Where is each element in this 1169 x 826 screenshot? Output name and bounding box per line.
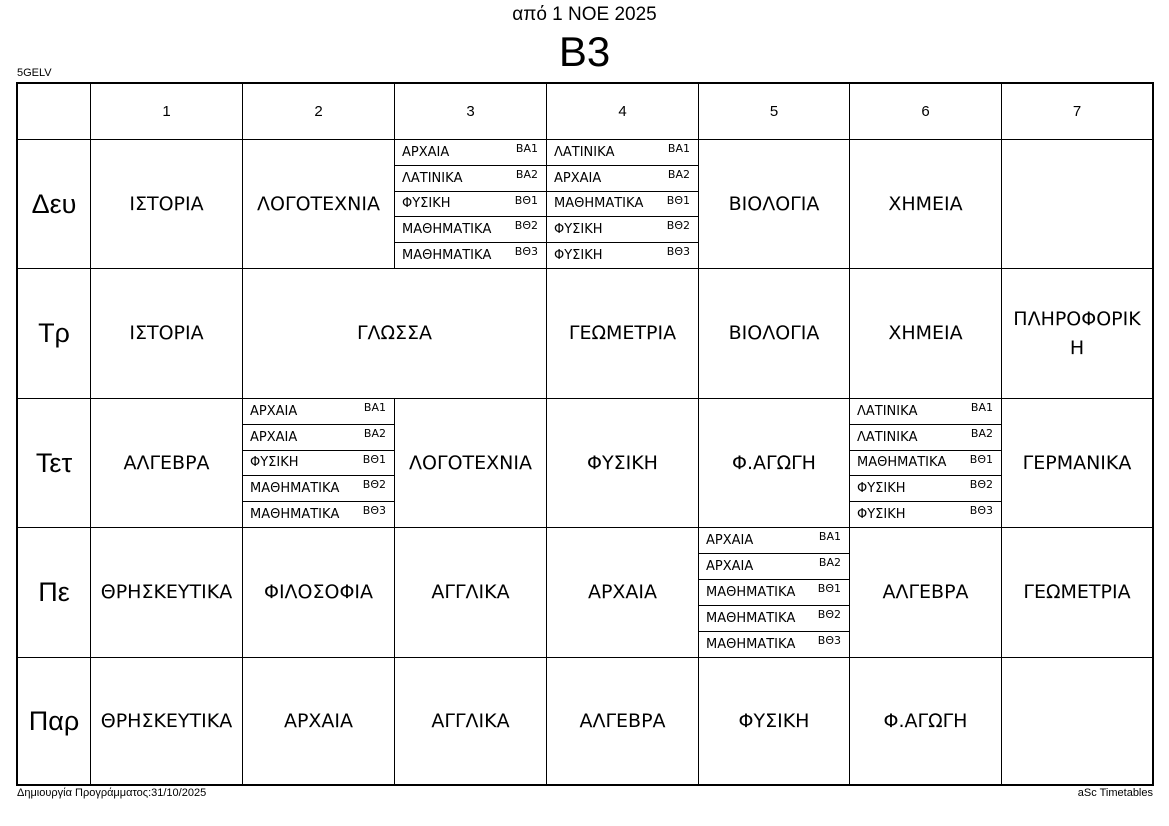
group-subject: ΛΑΤΙΝΙΚΑ (857, 429, 918, 445)
period-header: 1 (91, 84, 243, 140)
group-code: ΒΘ2 (362, 478, 386, 492)
group-lesson (395, 166, 546, 192)
group-lesson (547, 217, 698, 243)
group-lesson (395, 243, 546, 268)
group-code: ΒΘ1 (362, 452, 386, 466)
corner-cell (18, 84, 91, 140)
group-code: ΒΘ1 (969, 452, 993, 466)
group-lesson (243, 451, 394, 477)
timetable-grid (16, 82, 1154, 786)
lesson-cell: ΙΣΤΟΡΙΑ (91, 269, 243, 399)
period-header: 6 (850, 84, 1002, 140)
group-subject: ΑΡΧΑΙΑ (706, 533, 754, 548)
lesson-cell: ΘΡΗΣΚΕΥΤΙΚΑ (91, 658, 243, 784)
group-lesson (850, 476, 1001, 502)
group-lesson (699, 580, 849, 606)
group-code: ΒΑ2 (515, 167, 538, 181)
group-lesson (547, 140, 698, 166)
group-lesson (243, 399, 394, 425)
group-code: ΒΘ3 (666, 245, 690, 259)
lesson-cell: ΧΗΜΕΙΑ (850, 140, 1002, 269)
brand-label: aSc Timetables (1077, 787, 1153, 799)
group-lesson (850, 451, 1001, 477)
school-code: 5GELV (17, 67, 52, 79)
group-lesson (850, 425, 1001, 451)
group-lesson (395, 192, 546, 218)
group-lesson (850, 502, 1001, 527)
group-lesson (699, 554, 849, 580)
lesson-cell: Φ.ΑΓΩΓΗ (699, 399, 850, 528)
group-code: ΒΑ2 (818, 556, 841, 569)
lesson-cell: ΓΕΩΜΕΤΡΙΑ (547, 269, 699, 399)
lesson-cell: ΛΟΓΟΤΕΧΝΙΑ (395, 399, 547, 528)
group-code: ΒΘ3 (362, 504, 386, 518)
group-subject: ΦΥΣΙΚΗ (554, 222, 603, 238)
split-lesson-cell (699, 528, 850, 658)
lesson-cell: ΓΕΩΜΕΤΡΙΑ (1002, 528, 1152, 658)
group-subject: ΑΡΧΑΙΑ (706, 559, 754, 574)
lesson-cell (1002, 658, 1152, 784)
lesson-cell: ΠΛΗΡΟΦΟΡΙΚΗ (1002, 269, 1152, 399)
lesson-cell: ΑΓΓΛΙΚΑ (395, 528, 547, 658)
split-lesson-cell (395, 140, 547, 269)
group-lesson (699, 632, 849, 657)
lesson-cell: Φ.ΑΓΩΓΗ (850, 658, 1002, 784)
group-lesson (243, 502, 394, 527)
class-title: Β3 (558, 28, 611, 75)
timetable-date: από 1 ΝΟΕ 2025 (512, 4, 657, 25)
split-lesson-cell (850, 399, 1002, 528)
group-lesson (699, 606, 849, 632)
lesson-cell: ΒΙΟΛΟΓΙΑ (699, 140, 850, 269)
group-code: ΒΑ2 (970, 426, 993, 440)
group-code: ΒΘ2 (666, 219, 690, 233)
group-code: ΒΑ1 (667, 142, 690, 155)
group-code: ΒΘ2 (817, 608, 841, 621)
period-header: 2 (243, 84, 395, 140)
group-subject: ΜΑΘΗΜΑΤΙΚΑ (706, 637, 796, 652)
day-label: Τετ (18, 399, 91, 528)
day-label: Παρ (18, 658, 91, 784)
group-subject: ΜΑΘΗΜΑΤΙΚΑ (554, 196, 644, 212)
lesson-cell: ΒΙΟΛΟΓΙΑ (699, 269, 850, 399)
group-subject: ΜΑΘΗΜΑΤΙΚΑ (250, 481, 340, 497)
group-subject: ΦΥΣΙΚΗ (250, 455, 299, 471)
group-subject: ΜΑΘΗΜΑΤΙΚΑ (402, 222, 492, 238)
period-header: 7 (1002, 84, 1152, 140)
group-code: ΒΑ1 (363, 401, 386, 414)
group-code: ΒΑ2 (667, 167, 690, 181)
lesson-cell: ΛΟΓΟΤΕΧΝΙΑ (243, 140, 395, 269)
period-header: 4 (547, 84, 699, 140)
day-label: Τρ (18, 269, 91, 399)
group-code: ΒΑ1 (515, 142, 538, 155)
group-lesson (699, 528, 849, 554)
group-code: ΒΘ1 (666, 193, 690, 207)
day-label: Πε (18, 528, 91, 658)
split-lesson-cell (243, 399, 395, 528)
lesson-cell: ΑΡΧΑΙΑ (243, 658, 395, 784)
lesson-cell: ΦΥΣΙΚΗ (547, 399, 699, 528)
group-subject: ΦΥΣΙΚΗ (554, 248, 603, 264)
group-lesson (243, 476, 394, 502)
group-code: ΒΑ1 (818, 530, 841, 543)
group-code: ΒΑ1 (970, 401, 993, 414)
group-subject: ΛΑΤΙΝΙΚΑ (402, 170, 463, 186)
group-lesson (547, 243, 698, 268)
group-subject: ΦΥΣΙΚΗ (857, 507, 906, 523)
lesson-cell: ΑΡΧΑΙΑ (547, 528, 699, 658)
group-code: ΒΘ1 (514, 193, 538, 207)
group-code: ΒΘ3 (514, 245, 538, 259)
group-code: ΒΘ3 (817, 634, 841, 647)
group-subject: ΜΑΘΗΜΑΤΙΚΑ (402, 248, 492, 264)
group-subject: ΛΑΤΙΝΙΚΑ (554, 144, 615, 160)
group-lesson (395, 217, 546, 243)
group-subject: ΜΑΘΗΜΑΤΙΚΑ (857, 455, 947, 471)
group-lesson (243, 425, 394, 451)
group-subject: ΑΡΧΑΙΑ (402, 144, 450, 160)
lesson-cell-double: ΓΛΩΣΣΑ (243, 269, 547, 399)
lesson-cell: ΑΓΓΛΙΚΑ (395, 658, 547, 784)
lesson-cell: ΧΗΜΕΙΑ (850, 269, 1002, 399)
group-subject: ΜΑΘΗΜΑΤΙΚΑ (250, 507, 340, 523)
group-code: ΒΘ2 (969, 478, 993, 492)
lesson-cell (1002, 140, 1152, 269)
period-header: 5 (699, 84, 850, 140)
lesson-cell: ΦΥΣΙΚΗ (699, 658, 850, 784)
creation-date: Δημιουργία Προγράμματος:31/10/2025 (17, 787, 207, 799)
group-code: ΒΘ1 (817, 582, 841, 595)
group-code: ΒΘ3 (969, 504, 993, 518)
day-label: Δευ (18, 140, 91, 269)
lesson-cell: ΑΛΓΕΒΡΑ (547, 658, 699, 784)
group-subject: ΜΑΘΗΜΑΤΙΚΑ (706, 585, 796, 600)
lesson-cell: ΑΛΓΕΒΡΑ (850, 528, 1002, 658)
split-lesson-cell (547, 140, 699, 269)
lesson-cell: ΓΕΡΜΑΝΙΚΑ (1002, 399, 1152, 528)
group-subject: ΛΑΤΙΝΙΚΑ (857, 403, 918, 419)
group-code: ΒΑ2 (363, 426, 386, 440)
lesson-cell: ΑΛΓΕΒΡΑ (91, 399, 243, 528)
group-subject: ΑΡΧΑΙΑ (554, 170, 602, 186)
group-subject: ΦΥΣΙΚΗ (857, 481, 906, 497)
group-code: ΒΘ2 (514, 219, 538, 233)
lesson-cell: ΙΣΤΟΡΙΑ (91, 140, 243, 269)
group-subject: ΑΡΧΑΙΑ (250, 429, 298, 445)
group-subject: ΜΑΘΗΜΑΤΙΚΑ (706, 611, 796, 626)
lesson-cell: ΘΡΗΣΚΕΥΤΙΚΑ (91, 528, 243, 658)
group-subject: ΦΥΣΙΚΗ (402, 196, 451, 212)
group-lesson (547, 166, 698, 192)
group-lesson (395, 140, 546, 166)
group-lesson (850, 399, 1001, 425)
group-lesson (547, 192, 698, 218)
group-subject: ΑΡΧΑΙΑ (250, 403, 298, 419)
lesson-cell: ΦΙΛΟΣΟΦΙΑ (243, 528, 395, 658)
period-header: 3 (395, 84, 547, 140)
